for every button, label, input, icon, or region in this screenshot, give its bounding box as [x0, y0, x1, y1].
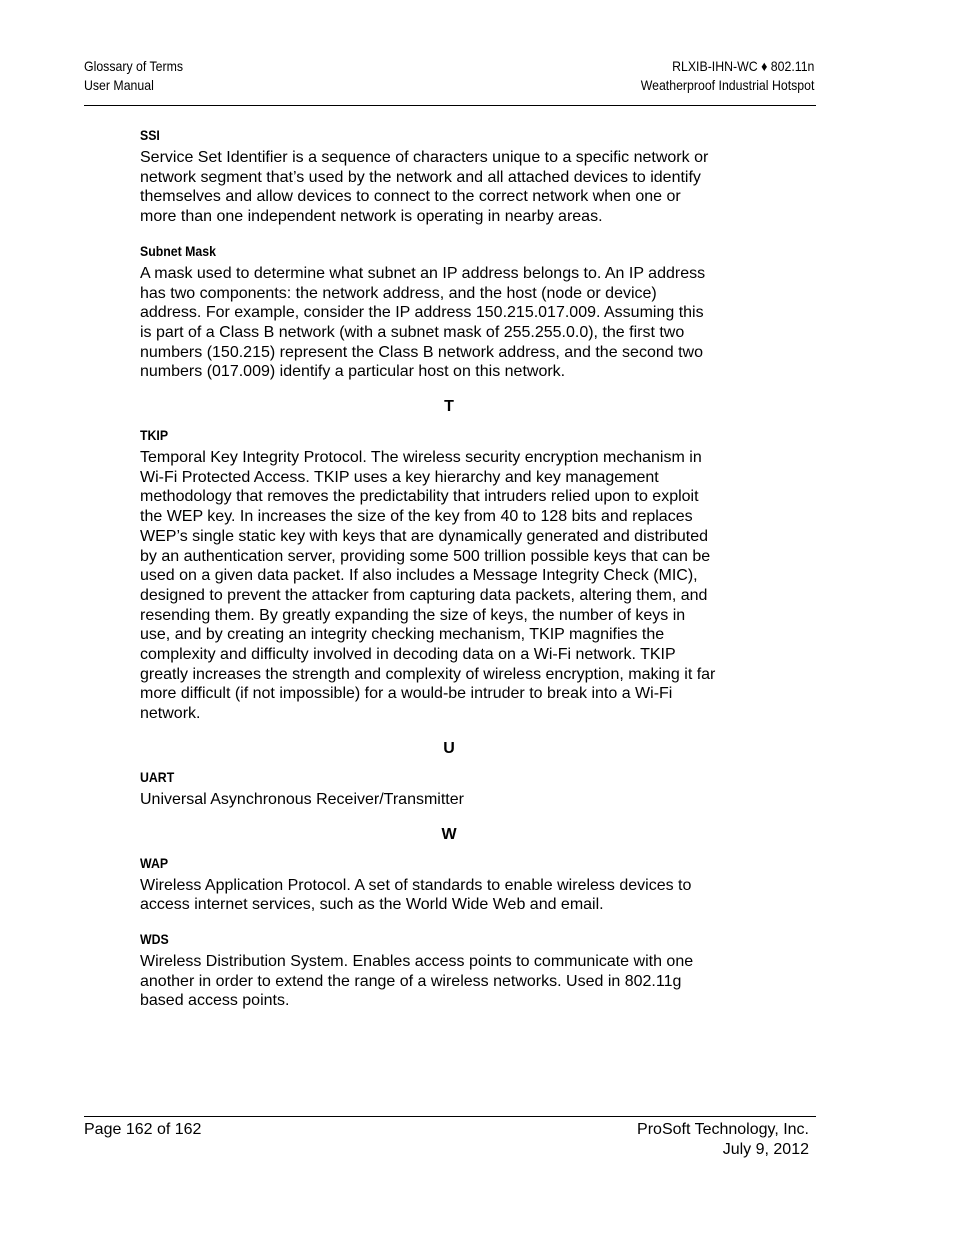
definition-line: Wireless Distribution System. Enables access points to communicate with one	[140, 952, 694, 970]
term-definition	[140, 790, 760, 810]
section-letter-w: W	[441, 825, 457, 843]
term-heading: SSI	[140, 127, 160, 143]
definition-line: access internet services, such as the World Wide Web and email.	[140, 896, 604, 914]
definition-line: the WEP key. In increases the size of the key from 40 to 128 bits and replaces	[140, 508, 693, 526]
glossary-entry-ssi	[140, 126, 760, 227]
header-rule	[84, 105, 816, 106]
definition-line: methodology that removes the predictability that intruders relied upon to exploit	[140, 488, 699, 506]
definition-line: A mask used to determine what subnet an IP address belongs to. An IP address	[140, 264, 706, 282]
section-letter-t: T	[444, 398, 454, 416]
term-heading: WAP	[140, 854, 169, 871]
term-definition	[140, 448, 760, 724]
product-description: Weatherproof Industrial Hotspot	[640, 77, 814, 93]
definition-line: designed to prevent the attacker from capturing data packets, altering them, and	[140, 586, 708, 604]
document-type: User Manual	[84, 77, 154, 93]
publication-date: July 9, 2012	[722, 1141, 809, 1158]
glossary-entry-tkip	[140, 426, 760, 724]
term-definition	[140, 952, 760, 1011]
definition-line: another in order to extend the range of a wireless networks. Used in 802.11g	[140, 972, 682, 990]
term-definition	[140, 148, 760, 227]
page-number: Page 162 of 162	[84, 1121, 202, 1138]
definition-line: used on a given data packet. If also includes a Message Integrity Check (MIC),	[140, 567, 698, 585]
product-model: RLXIB-IHN-WC ♦ 802.11n	[671, 58, 814, 74]
definition-line: resending them. By greatly expanding the size of keys, the number of keys in	[140, 606, 686, 624]
definition-line: numbers (150.215) represent the Class B network address, and the second two	[140, 343, 703, 361]
definition-line: more difficult (if not impossible) for a would-be intruder to break into a Wi-Fi	[140, 685, 673, 703]
company-name: ProSoft Technology, Inc.	[637, 1121, 809, 1138]
glossary-content	[140, 126, 760, 1011]
definition-line: WEP’s single static key with keys that are dynamically generated and distributed	[140, 527, 708, 545]
header-left	[84, 57, 183, 95]
definition-line: greatly increases the strength and complexity of wireless encryption, making it far	[140, 665, 716, 683]
term-heading: WDS	[140, 930, 169, 947]
definition-line: more than one independent network is operating in nearby areas.	[140, 208, 603, 226]
definition-line: network.	[140, 705, 201, 723]
definition-line: complexity and difficulty involved in decoding data on a Wi-Fi network. TKIP	[140, 646, 676, 664]
term-definition	[140, 264, 760, 382]
footer-rule	[84, 1116, 816, 1117]
term-heading: Subnet Mask	[140, 242, 216, 259]
definition-line: address. For example, consider the IP address 150.215.017.009. Assuming this	[140, 304, 704, 322]
definition-line: Wireless Application Protocol. A set of standards to enable wireless devices to	[140, 876, 692, 894]
definition-line: Temporal Key Integrity Protocol. The wireless security encryption mechanism in	[140, 449, 702, 467]
definition-line: has two components: the network address, and the host (node or device)	[140, 284, 657, 302]
definition-line: network segment that’s used by the network and all attached devices to identify	[140, 168, 701, 186]
definition-line: based access points.	[140, 992, 290, 1010]
term-definition	[140, 876, 760, 915]
footer-right	[637, 1120, 809, 1160]
header-right	[640, 57, 814, 95]
definition-line: by an authentication server, providing some 500 trillion possible keys that can be	[140, 547, 711, 565]
definition-line: Service Set Identifier is a sequence of characters unique to a specific network or	[140, 149, 709, 166]
definition-line: themselves and allow devices to connect to the correct network when one or	[140, 188, 681, 206]
definition-line: is part of a Class B network (with a subnet mask of 255.255.0.0), the first two	[140, 323, 685, 341]
term-heading: UART	[140, 768, 175, 785]
glossary-entry-uart	[140, 768, 760, 810]
glossary-entry-subnet-mask	[140, 242, 760, 382]
term-heading: TKIP	[140, 427, 169, 444]
definition-line: numbers (017.009) identify a particular host on this network.	[140, 363, 566, 381]
definition-line: Wi-Fi Protected Access. TKIP uses a key hierarchy and key management	[140, 468, 659, 486]
glossary-entry-wap	[140, 854, 760, 915]
section-letter-u: U	[443, 739, 455, 757]
document-section: Glossary of Terms	[84, 58, 184, 74]
definition-line: use, and by creating an integrity checking mechanism, TKIP magnifies the	[140, 626, 665, 644]
definition-line: Universal Asynchronous Receiver/Transmitter	[140, 790, 464, 808]
glossary-entry-wds	[140, 930, 760, 1011]
